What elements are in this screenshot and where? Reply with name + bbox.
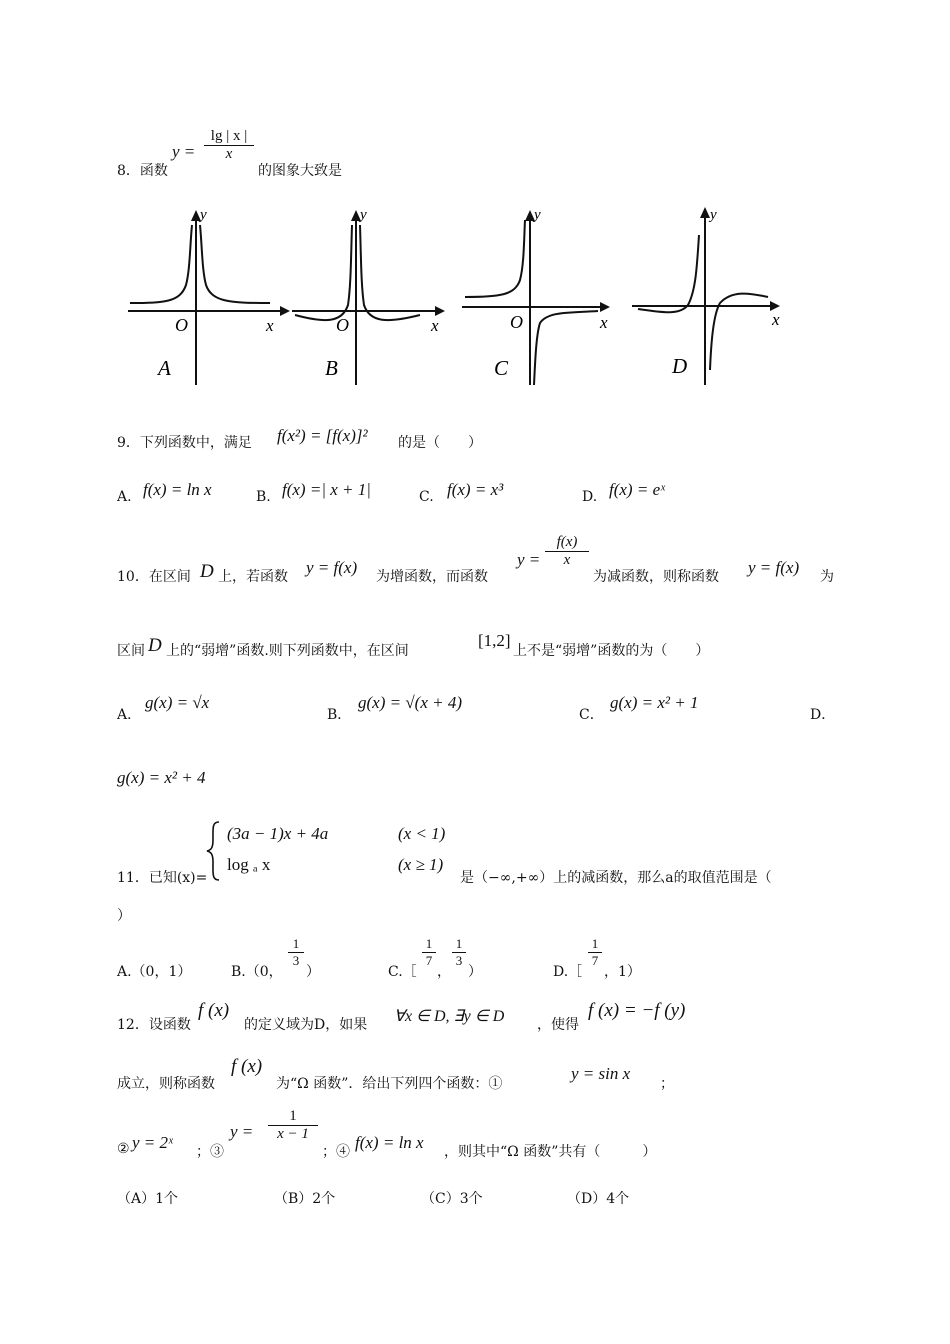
q8-formula-den: x	[225, 146, 233, 162]
graph-c-right-branch	[534, 311, 598, 385]
q12-l2-a: 成立，则称函数	[117, 1076, 215, 1092]
graph-b-left-branch	[295, 225, 352, 320]
graph-c-origin: O	[510, 312, 523, 332]
q8-formula-lhs: y =	[172, 142, 196, 161]
q11-option-b-fraction	[288, 936, 304, 969]
frac-num: 1	[289, 1108, 297, 1124]
q11-option-c-fraction-2	[452, 936, 466, 969]
q11-case1: (3a − 1)x + 4a	[227, 824, 329, 843]
frac-den: 3	[455, 953, 463, 968]
graph-c-x-arrow	[600, 302, 610, 312]
q12-l3-sep2: ；④	[322, 1144, 350, 1160]
frac-den: 7	[425, 953, 433, 968]
q11-suffix: 是（−∞,+∞）上的减函数，那么a的取值范围是（	[460, 870, 772, 886]
graph-a-left-branch	[130, 225, 192, 303]
q9-option-d-formula: f(x) = eˣ	[609, 480, 665, 499]
q8-formula-fraction	[204, 128, 254, 163]
graph-d-left-branch	[638, 235, 699, 312]
q11-option-c-mid: ，	[437, 964, 451, 980]
q9-option-d-label: D.	[582, 489, 598, 505]
q10-interval: [1,2]	[478, 631, 511, 650]
q12-fx: f (x)	[198, 1000, 230, 1021]
q11-option-c-post: ）	[468, 964, 482, 980]
q10-option-b-label: B．	[327, 707, 352, 723]
graph-a-x-label: x	[266, 316, 274, 335]
graph-b-x-label: x	[431, 316, 439, 335]
left-brace-icon	[206, 820, 222, 882]
graph-c-x-label: x	[600, 313, 608, 332]
q10-option-d-formula: g(x) = x² + 4	[117, 768, 206, 787]
frac-num: 1	[425, 936, 433, 951]
graph-a-letter: A	[158, 356, 171, 380]
graph-b-letter: B	[325, 356, 338, 380]
q10-option-d-label: D．	[810, 707, 836, 723]
q9-option-b-label: B.	[256, 489, 271, 505]
q10-option-b-formula: g(x) = √(x + 4)	[358, 693, 463, 712]
graph-a-x-arrow	[280, 306, 290, 316]
q10-f2: y = f(x)	[748, 558, 800, 577]
graph-a-y-label: y	[200, 207, 207, 223]
q12-f-frac-lhs: y =	[230, 1122, 254, 1141]
frac-num: 1	[591, 936, 599, 951]
graph-b-origin: O	[336, 315, 349, 335]
q10-line2-c: 上不是“弱增”函数的为（ ）	[513, 643, 710, 659]
graph-a-origin: O	[175, 315, 188, 335]
q10-p1: 10．在区间	[117, 569, 191, 585]
q9-stem-prefix: 9．下列函数中，满足	[117, 435, 252, 451]
q11-option-b-pre: B.（0，	[231, 964, 283, 980]
q12-fraction	[268, 1108, 318, 1143]
frac-num: 1	[455, 936, 463, 951]
q10-fraction	[545, 534, 589, 569]
q12-l1-b: 的定义域为D，如果	[244, 1017, 368, 1033]
q12-quant: ∀x ∈ D, ∃y ∈ D	[394, 1008, 505, 1025]
q12-f-ln: f(x) = ln x	[355, 1133, 424, 1152]
q11-prefix: 11．已知(x)=	[117, 870, 208, 886]
graph-b-y-label: y	[360, 207, 367, 223]
q11-option-d-fraction	[588, 936, 602, 969]
q12-l1-a: 12．设函数	[117, 1017, 191, 1033]
q8-graphs	[120, 205, 800, 390]
q11-close: ）	[117, 908, 131, 924]
q9-stem-formula: f(x²) = [f(x)]²	[277, 426, 368, 445]
q11-cond2: (x ≥ 1)	[398, 855, 444, 874]
q12-fx-2: f (x)	[231, 1056, 263, 1077]
graph-b-right-branch	[360, 225, 420, 320]
q10-option-c-label: C．	[579, 707, 604, 723]
q10-frac-lhs: y =	[517, 550, 541, 569]
q11-option-a: A.（0，1）	[117, 964, 192, 980]
q9-option-c-label: C.	[419, 489, 434, 505]
q11-option-d-pre: D.［	[553, 964, 583, 980]
q11-option-c-pre: C.［	[388, 964, 417, 980]
graph-b-x-arrow	[435, 306, 445, 316]
q10-p5: 为	[820, 569, 834, 585]
q10-f1: y = f(x)	[306, 558, 358, 577]
graph-d-y-arrow	[700, 207, 710, 218]
q12-l1-c: ，使得	[537, 1017, 579, 1033]
q12-l2-b: 为“Ω 函数”．给出下列四个函数：①	[276, 1076, 503, 1092]
q11-cond1: (x < 1)	[398, 824, 446, 843]
q12-option-a: （A）1个	[117, 1191, 179, 1207]
q9-option-c-formula: f(x) = x³	[447, 480, 504, 499]
q8-suffix: 的图象大致是	[258, 163, 342, 179]
q10-frac-den: x	[563, 552, 571, 568]
graph-c-y-label: y	[534, 207, 541, 223]
q10-line2-b: 上的“弱增”函数.则下列函数中，在区间	[166, 643, 409, 659]
q10-p2: 上，若函数	[218, 569, 288, 585]
q11-case2: log ₐ x	[227, 855, 271, 874]
q9-stem-suffix: 的是（ ）	[398, 435, 482, 451]
q9-option-a-formula: f(x) = ln x	[143, 480, 212, 499]
q12-l2-c: ；	[660, 1076, 674, 1092]
q10-option-c-formula: g(x) = x² + 1	[610, 693, 699, 712]
q12-l3-circle2: ②	[117, 1141, 130, 1157]
frac-den: 7	[591, 953, 599, 968]
graph-d-y-label: y	[710, 207, 717, 223]
q11-option-c-fraction-1	[422, 936, 436, 969]
q12-option-d: （D）4个	[567, 1191, 630, 1207]
q11-option-d-post: ，1）	[604, 964, 641, 980]
graph-d-letter: D	[672, 354, 688, 378]
q8-number: 8．函数	[117, 163, 168, 179]
q8-formula-num: lg | x |	[210, 128, 248, 144]
q12-option-b: （B）2个	[274, 1191, 336, 1207]
graph-d	[632, 207, 780, 385]
q9-option-a-label: A.	[117, 489, 132, 505]
q9-option-b-formula: f(x) =| x + 1|	[282, 480, 371, 499]
q12-option-c: （C）3个	[421, 1191, 483, 1207]
q10-D: D	[200, 561, 214, 582]
graph-d-x-label: x	[772, 310, 780, 329]
graph-c	[462, 207, 610, 385]
q12-f-exp: y = 2ˣ	[132, 1133, 173, 1152]
frac-num: 1	[292, 936, 300, 951]
graph-c-left-branch	[465, 220, 525, 297]
q11-option-b-post: ）	[306, 964, 320, 980]
graph-c-letter: C	[494, 356, 509, 380]
q12-eq: f (x) = −f (y)	[588, 1000, 686, 1021]
frac-den: x − 1	[277, 1126, 309, 1142]
graph-a	[128, 207, 290, 385]
q12-l3-end: ，则其中“Ω 函数”共有（ ）	[444, 1144, 657, 1160]
graph-b	[292, 207, 445, 385]
frac-den: 3	[292, 953, 300, 968]
q10-D-2: D	[148, 635, 162, 656]
graph-a-right-branch	[200, 225, 270, 303]
q10-option-a-label: A．	[117, 707, 142, 723]
q10-frac-num: f(x)	[556, 534, 578, 550]
q12-l3-sep1: ；③	[196, 1144, 224, 1160]
q10-p4: 为减函数，则称函数	[593, 569, 719, 585]
q12-f-sin: y = sin x	[571, 1064, 631, 1083]
q10-option-a-formula: g(x) = √x	[145, 693, 210, 712]
q10-line2-a: 区间	[117, 643, 145, 659]
q10-p3: 为增函数，而函数	[376, 569, 488, 585]
